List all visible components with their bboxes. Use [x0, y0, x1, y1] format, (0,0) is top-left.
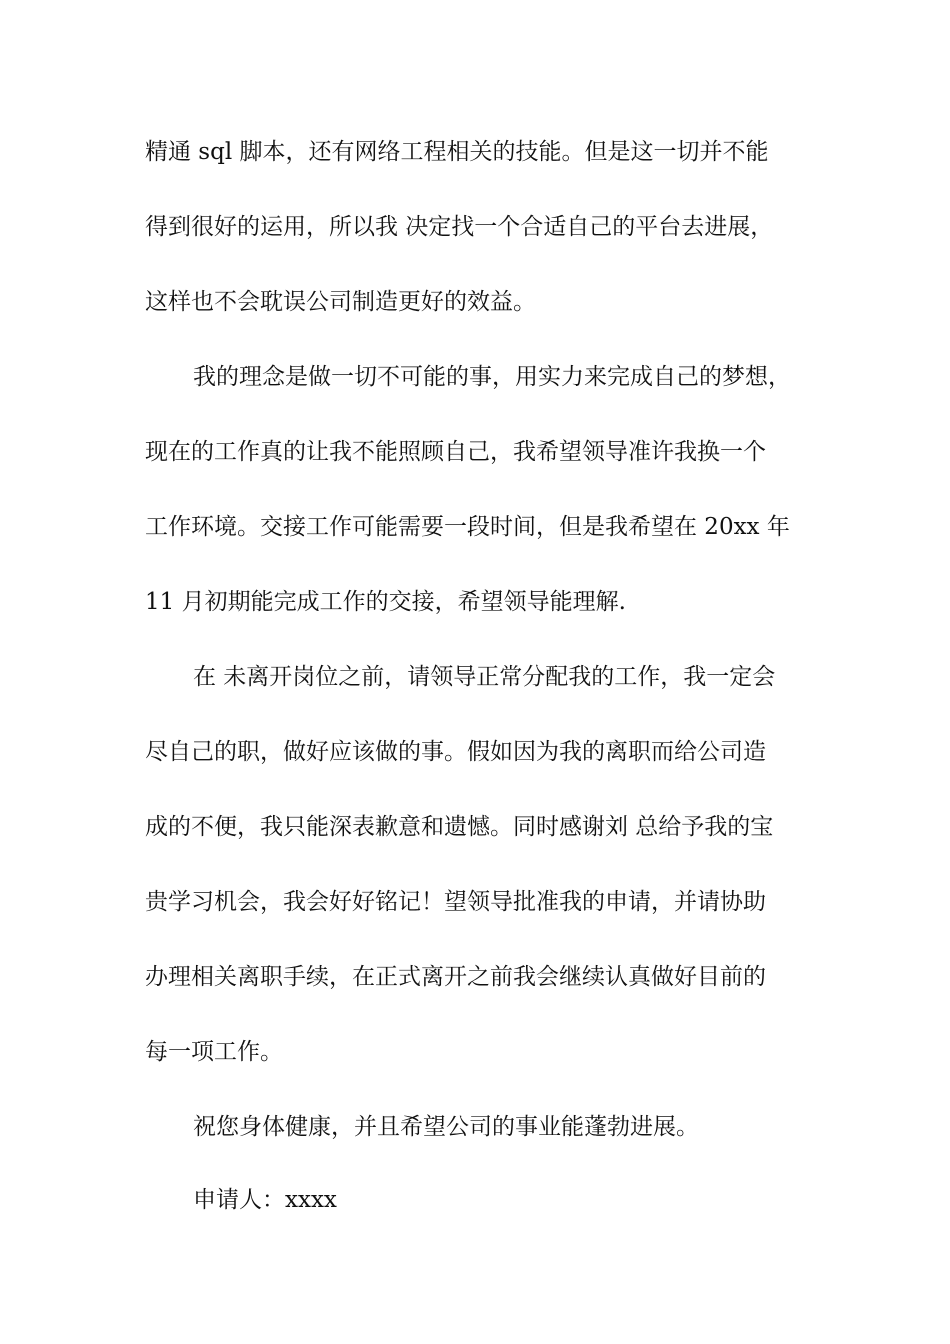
body-line-9: 尽自己的职，做好应该做的事。假如因为我的离职而给公司造 — [145, 739, 766, 765]
body-line-7: 11 月初期能完成工作的交接，希望领导能理解. — [145, 589, 626, 615]
body-line-1: 精通 sql 脚本，还有网络工程相关的技能。但是这一切并不能 — [145, 139, 769, 165]
body-line-8: 在 未离开岗位之前，请领导正常分配我的工作，我一定会 — [193, 664, 776, 690]
body-line-3: 这样也不会耽误公司制造更好的效益。 — [145, 289, 536, 315]
body-line-12: 办理相关离职手续，在正式离开之前我会继续认真做好目前的 — [145, 964, 766, 990]
applicant-line: 申请人：xxxx — [193, 1187, 337, 1213]
body-line-4: 我的理念是做一切不可能的事，用实力来完成自己的梦想， — [193, 364, 791, 390]
body-line-2: 得到很好的运用，所以我 决定找一个合适自己的平台去进展， — [145, 214, 774, 240]
body-line-5: 现在的工作真的让我不能照顾自己，我希望领导准许我换一个 — [145, 439, 766, 465]
body-line-11: 贵学习机会，我会好好铭记！望领导批准我的申请，并请协助 — [145, 889, 766, 915]
closing-line: 祝您身体健康，并且希望公司的事业能蓬勃进展。 — [193, 1114, 699, 1140]
body-line-10: 成的不便，我只能深表歉意和遗憾。同时感谢刘 总给予我的宝 — [145, 814, 774, 840]
body-line-13: 每一项工作。 — [145, 1039, 283, 1065]
body-line-6: 工作环境。交接工作可能需要一段时间，但是我希望在 20xx 年 — [145, 514, 790, 540]
